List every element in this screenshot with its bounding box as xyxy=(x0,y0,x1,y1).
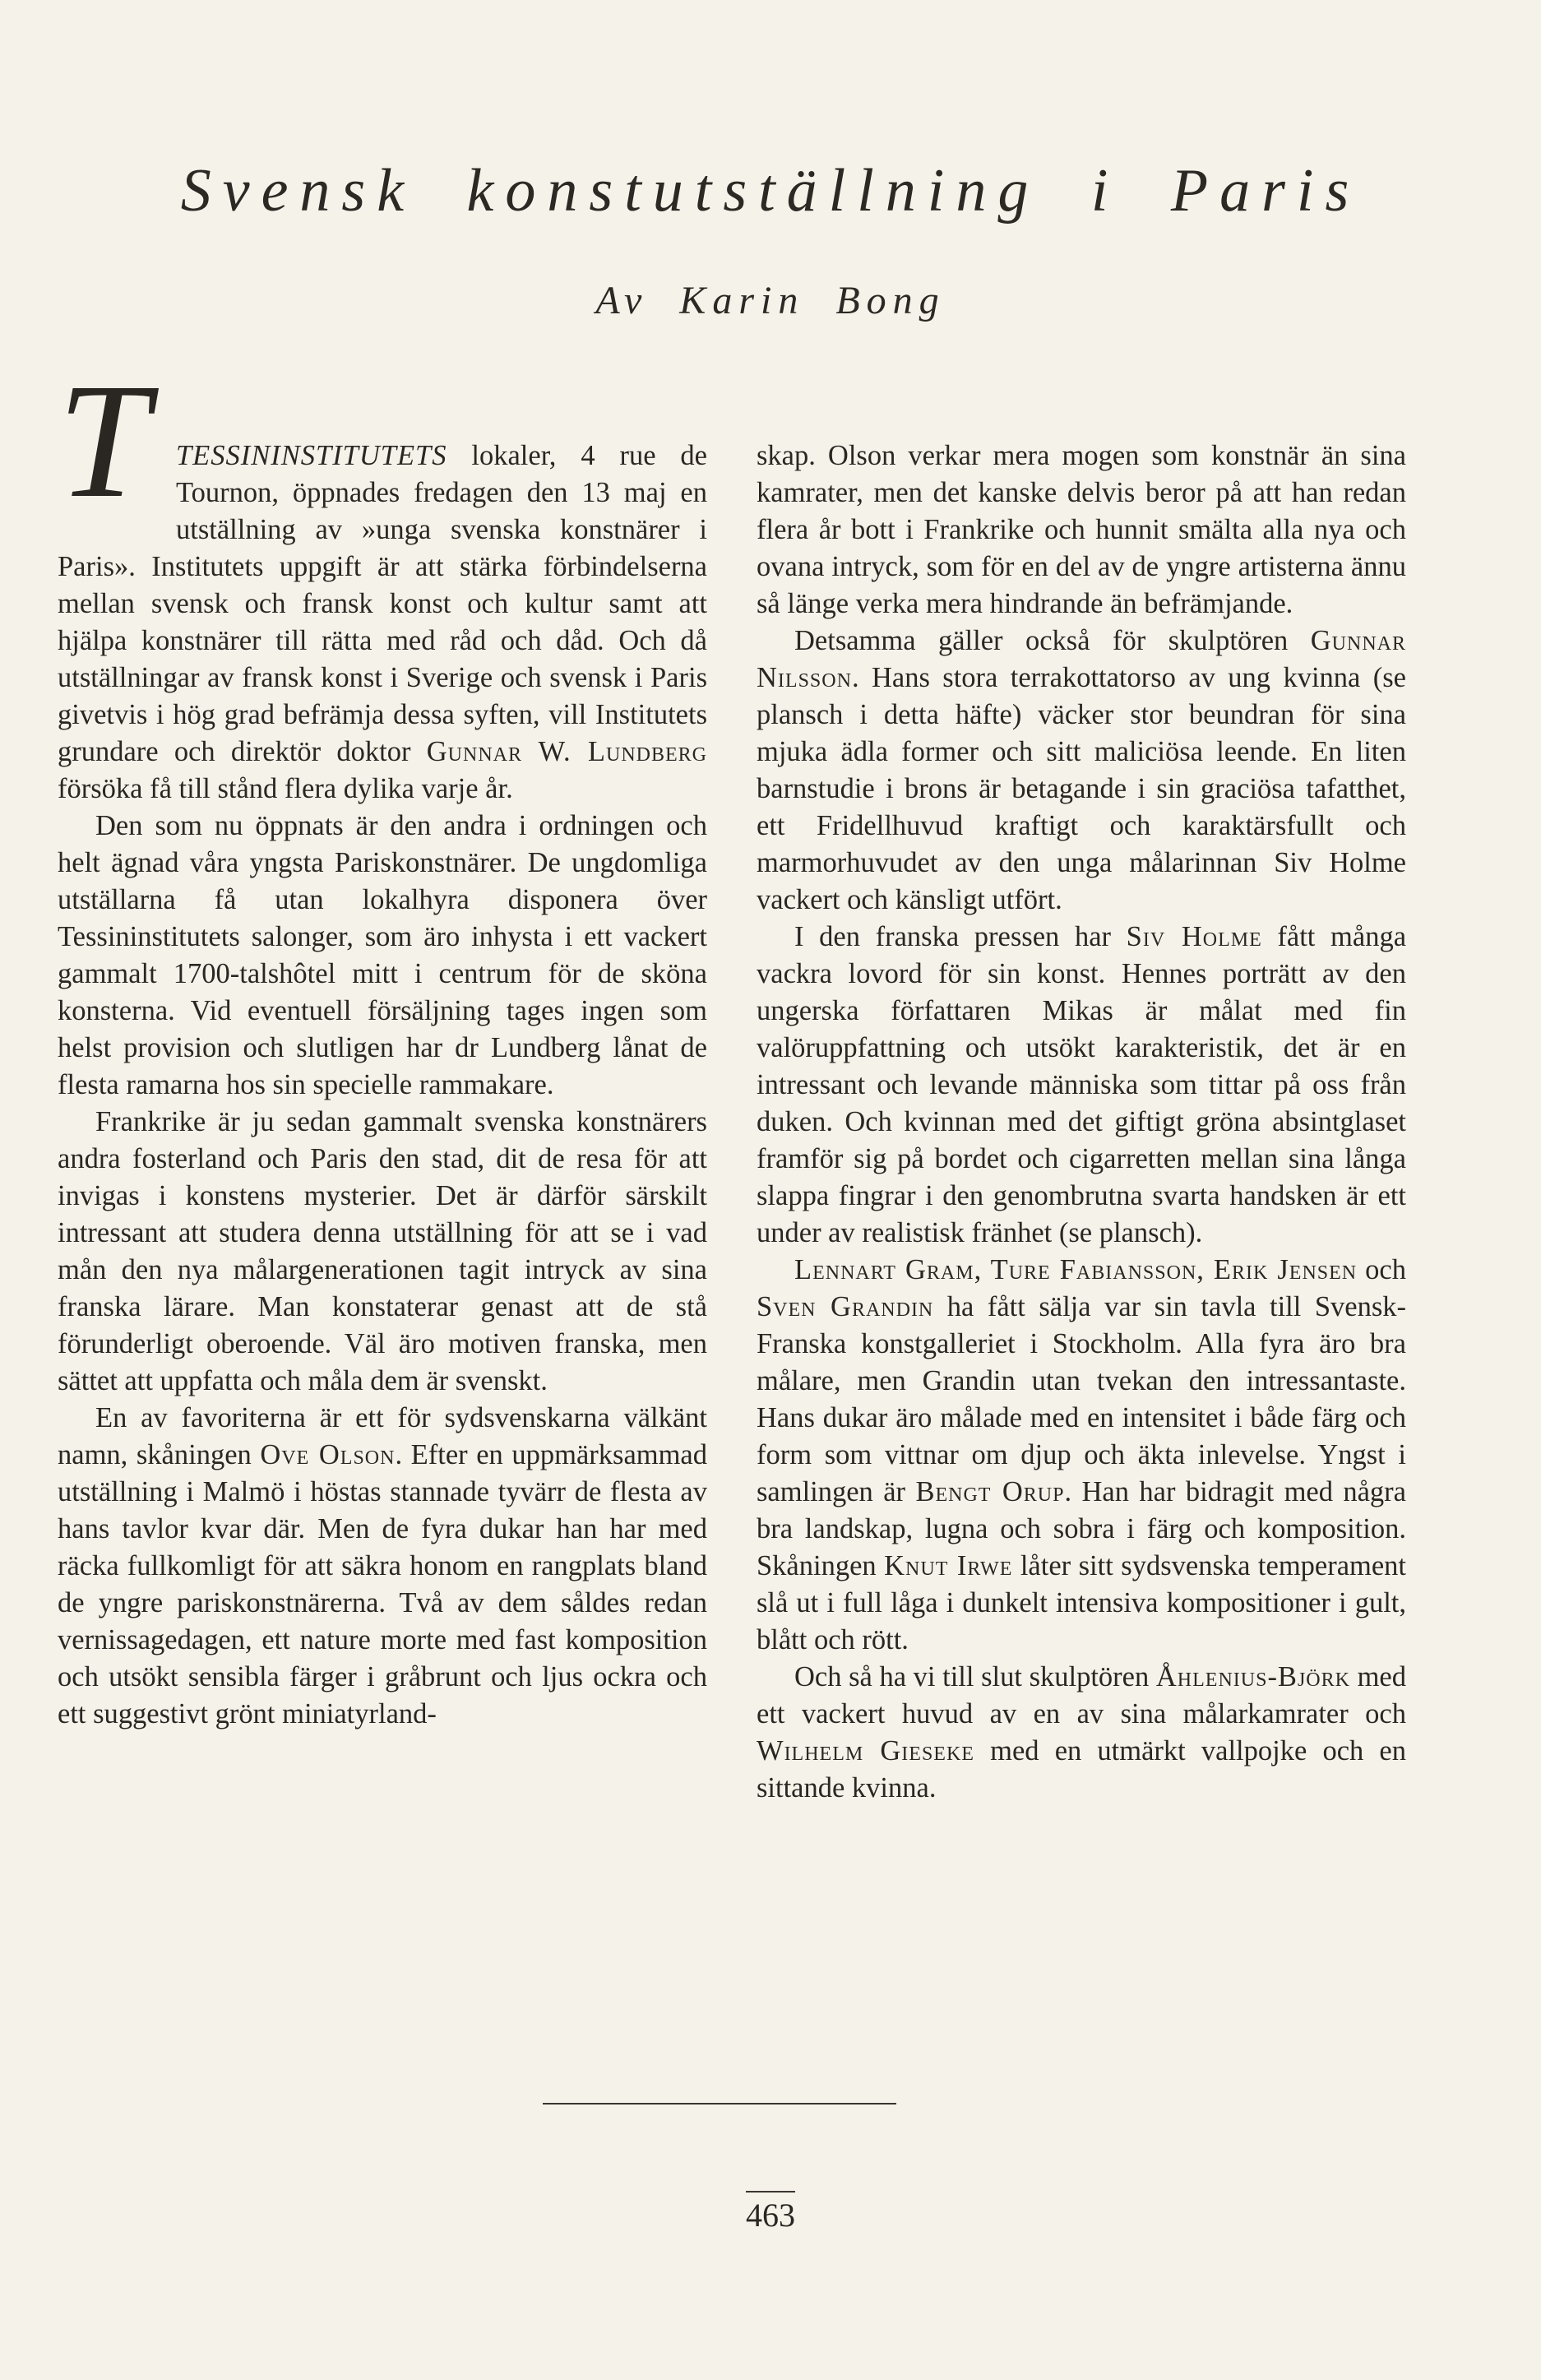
article-title: Svensk konstutställning i Paris xyxy=(180,157,1361,225)
paragraph: Den som nu öppnats är den andra i ordningen och helt ägnad våra yngsta Pariskonstnärer. De ungdomliga utställarna få utan lokalhyra disponera över Tessininstitutets salonger, som äro inhysta i ett vackert gammalt 1700-talshôtel mitt i centrum för de sköna konsterna. Vid eventuell försäljning tages ingen som helst provision och slutligen har dr Lundberg lånat de flesta ramarna hos sin specielle rammakare. xyxy=(58,810,707,1100)
person-name: Gunnar Nilsson xyxy=(757,625,1406,693)
person-name: Lennart Gram, Ture Fabiansson, Erik Jensen xyxy=(794,1254,1358,1285)
paragraph: TTESSININSTITUTETS lokaler, 4 rue de Tournon, öppnades fredagen den 13 maj en utställning av »unga svenska konstnärer i Paris». Institutets uppgift är att stärka förbindelserna mellan svensk och fransk konst och kultur samt att hjälpa konstnärer till rätta med råd och dåd. Och då utställningar av fransk konst i Sverige och svensk i Paris givetvis i hög grad befrämja dessa syften, vill Institutets grundare och direktör doktor Gunnar W. Lundberg försöka få till stånd flera dylika varje år. xyxy=(58,350,707,804)
person-name: Bengt Orup xyxy=(915,1476,1065,1507)
paragraph: Och så ha vi till slut skulptören Åhlenius-Björk med ett vackert huvud av en av sina målarkamrater och Wilhelm Gieseke med en utmärkt vallpojke och en sittande kvinna. xyxy=(757,1661,1406,1804)
person-name: Åhlenius-Björk xyxy=(1155,1661,1350,1692)
paragraph: Detsamma gäller också för skulptören Gunnar Nilsson. Hans stora terrakottatorso av ung kvinna (se plansch i detta häfte) väcker stor beundran för sina mjuka ädla former och sitt maliciösa leende. En liten barnstudie i brons är betagande i sin graciösa tafatthet, ett Fridellhuvud kraftigt och karaktärsfullt och marmorhuvudet av den unga målarinnan Siv Holme vackert och känsligt utfört. xyxy=(757,625,1406,915)
right-column xyxy=(757,438,1406,1807)
paragraph: I den franska pressen har Siv Holme fått många vackra lovord för sin konst. Hennes porträtt av den ungerska författaren Mikas är målat med fin valöruppfattning och utsökt karakteristik, det är en intressant och levande människa som tittar på oss från duken. Och kvinnan med det giftigt gröna absintglaset framför sig på bordet och cigarretten mellan sina långa slappa fingrar i den genombrutna svarta handsken är ett under av realistisk fränhet (se plansch). xyxy=(757,921,1407,1248)
drop-cap: T xyxy=(58,350,150,532)
person-name: Sven Grandin xyxy=(757,1291,934,1322)
paragraph: skap. Olson verkar mera mogen som konstnär än sina kamrater, men det kanske delvis beror på att han redan flera år bott i Frankrike och hunnit smälta alla nya och ovana intryck, som för en del av de yngre artisterna ännu så länge verka mera hindrande än befrämjande. xyxy=(757,440,1406,619)
article-author: Av Karin Bong xyxy=(595,279,946,322)
person-name: Wilhelm Gieseke xyxy=(757,1735,974,1766)
lead-word: TESSININSTITUTETS xyxy=(176,440,447,471)
person-name: Knut Irwe xyxy=(884,1550,1013,1581)
page-number: 463 xyxy=(746,2191,795,2235)
person-name: Siv Holme xyxy=(1126,921,1262,952)
paragraph: Frankrike är ju sedan gammalt svenska konstnärers andra fosterland och Paris den stad, dit de resa för att invigas i konstens mysterier. Det är därför särskilt intressant att studera denna utställning för att se i vad mån den nya målargenerationen tagit intryck av sina franska lärare. Man konstaterar genast att de stå förunderligt oberoende. Väl äro motiven franska, men sättet att uppfatta och måla dem är svenskt. xyxy=(58,1106,707,1396)
footer-divider xyxy=(543,2103,896,2104)
person-name: Ove Olson xyxy=(260,1439,396,1470)
paragraph: Lennart Gram, Ture Fabiansson, Erik Jensen och Sven Grandin ha fått sälja var sin tavla till Svensk-Franska konstgalleriet i Stockholm. Alla fyra äro bra målare, men Grandin utan tvekan den intressantaste. Hans dukar äro målade med en intensitet i både färg och form som vittnar om djup och äkta inlevelse. Yngst i samlingen är Bengt Orup. Han har bidragit med några bra landskap, lugna och sobra i färg och komposition. Skåningen Knut Irwe låter sitt sydsvenska temperament slå ut i full låga i dunkelt intensiva kompositioner i gult, blått och rött. xyxy=(757,1254,1406,1655)
footer xyxy=(0,2191,1541,2235)
left-column xyxy=(58,350,707,1733)
paragraph: En av favoriterna är ett för sydsvenskarna välkänt namn, skåningen Ove Olson. Efter en uppmärksammad utställning i Malmö i höstas stannade tyvärr de flesta av hans tavlor kvar där. Men de fyra dukar han har med räcka fullkomligt för att säkra honom en rangplats bland de yngre pariskonstnärerna. Två av dem såldes redan vernissagedagen, ett nature morte med fast komposition och utsökt sensibla färger i gråbrunt och ljus ockra och ett suggestivt grönt miniatyrland- xyxy=(58,1402,707,1729)
person-name: Gunnar W. Lundberg xyxy=(426,736,707,767)
